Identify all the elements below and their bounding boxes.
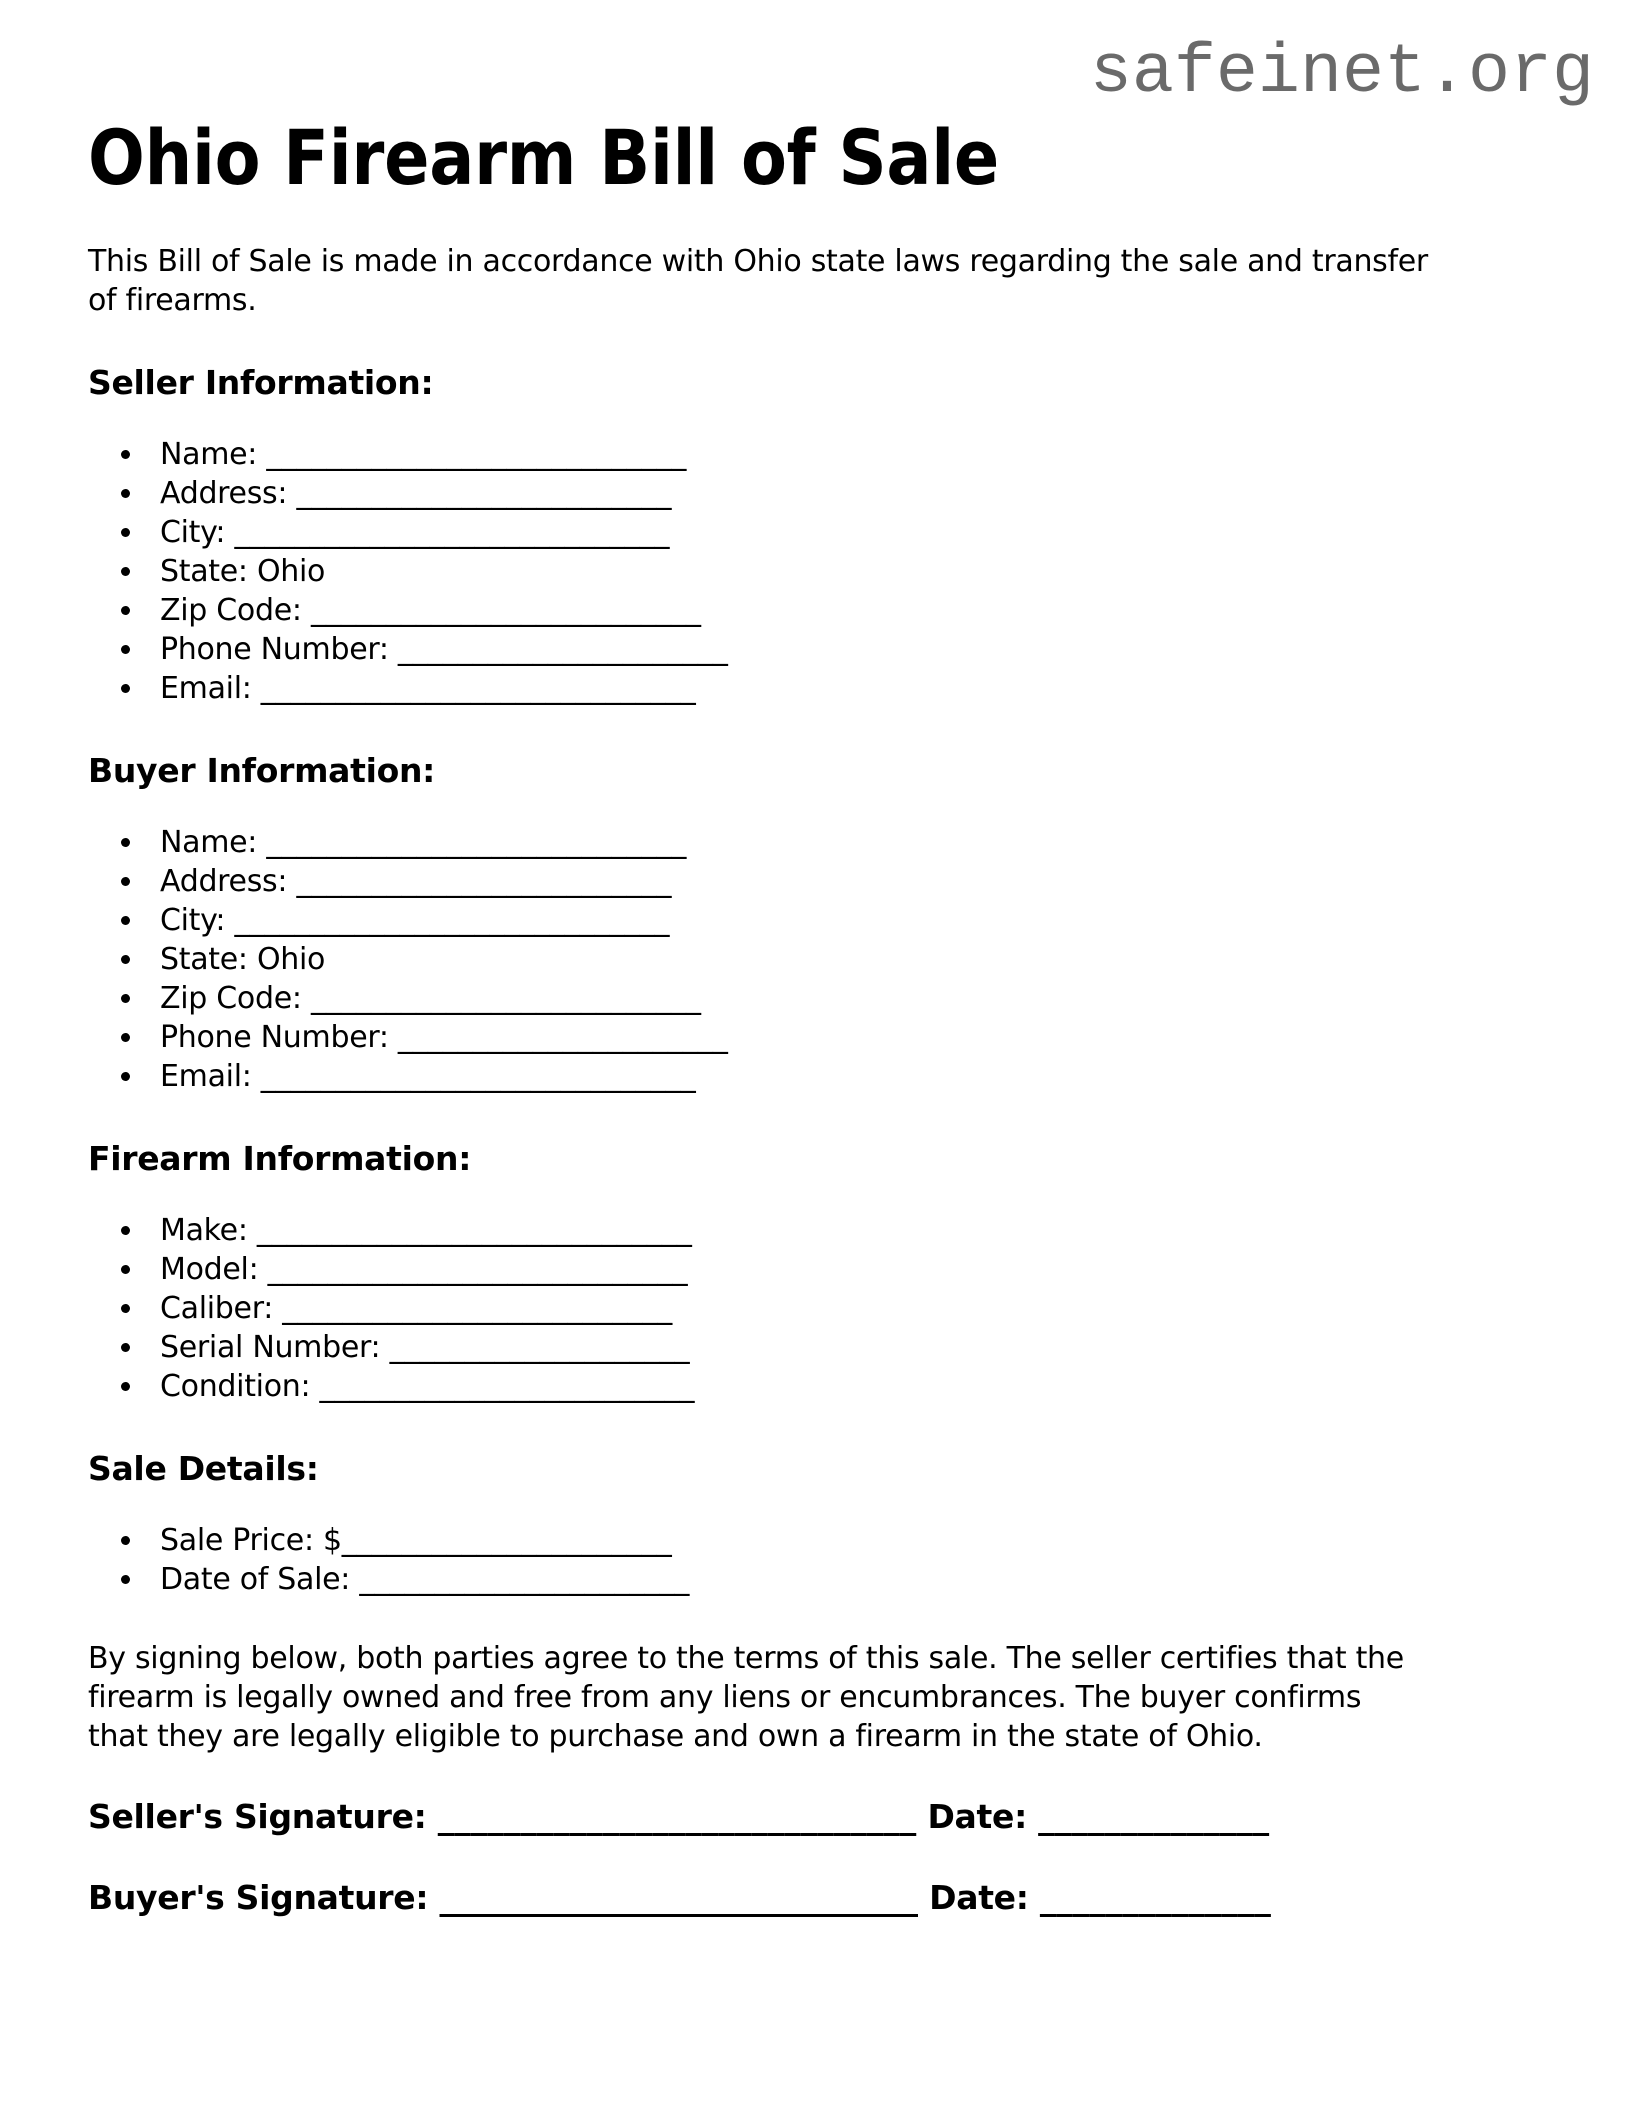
agreement-line: firearm is legally owned and free from any liens or encumbrances. The buyer confirms [88,1680,1362,1715]
buyer-field-list [88,823,1594,1096]
seller-field-list [88,435,1594,708]
field-label: Name: [160,437,258,472]
blank-line: _________________________ [296,476,672,511]
field-row-firearm-model [146,1250,1594,1289]
section-heading-sale-details: Sale Details: [88,1449,319,1488]
field-label: Sale Price: $ [160,1523,342,1558]
buyer-signature-label: Buyer's Signature: [88,1878,429,1917]
field-label: Address: [160,476,288,511]
watermark-site-name: safeinet.org [1089,34,1594,113]
agreement-paragraph [88,1639,1594,1756]
blank-line: ______________________ [359,1562,690,1597]
field-row-seller-city [146,513,1594,552]
field-row-firearm-make [146,1211,1594,1250]
field-row-seller-address [146,474,1594,513]
field-label: Name: [160,825,258,860]
buyer-date-label: Date: [929,1878,1029,1917]
blank-line: _____________________________ [256,1213,692,1248]
blank-line: _____________________________ [260,1059,696,1094]
field-row-firearm-condition [146,1367,1594,1406]
field-row-buyer-zip [146,979,1594,1018]
agreement-line: By signing below, both parties agree to the terms of this sale. The seller certifies that the [88,1641,1404,1676]
field-row-firearm-caliber [146,1289,1594,1328]
buyer-signature-blank-line: _____________________________ [439,1878,918,1917]
blank-line: _____________________________ [260,671,696,706]
blank-line: ____________________ [389,1330,690,1365]
field-row-seller-email [146,669,1594,708]
field-label: Model: [160,1252,259,1287]
field-row-sale-price [146,1521,1594,1560]
field-label: Serial Number: [160,1330,381,1365]
section-heading-seller: Seller Information: [88,363,434,402]
field-label: Date of Sale: [160,1562,351,1597]
field-row-firearm-serial [146,1328,1594,1367]
firearm-field-list [88,1211,1594,1406]
blank-line: ____________________________ [266,825,687,860]
blank-line: ______________________ [397,632,728,667]
section-heading-buyer: Buyer Information: [88,751,436,790]
intro-paragraph [88,242,1594,320]
blank-line: ______________________ [397,1020,728,1055]
buyer-signature-row [88,1877,1594,1918]
seller-signature-row [88,1796,1594,1837]
field-row-buyer-email [146,1057,1594,1096]
field-label: Phone Number: [160,632,389,667]
seller-date-label: Date: [927,1797,1027,1836]
field-label: Address: [160,864,288,899]
intro-line: of firearms. [88,283,257,318]
field-row-seller-phone [146,630,1594,669]
field-label: State: Ohio [160,554,326,589]
agreement-line: that they are legally eligible to purchase and own a firearm in the state of Ohio. [88,1719,1263,1754]
field-label: City: [160,903,226,938]
field-label: State: Ohio [160,942,326,977]
section-heading-firearm: Firearm Information: [88,1139,472,1178]
seller-signature-label: Seller's Signature: [88,1797,427,1836]
blank-line: ____________________________ [267,1252,688,1287]
buyer-date-blank-line: ______________ [1039,1878,1271,1917]
field-row-buyer-address [146,862,1594,901]
page-title: Ohio Firearm Bill of Sale [88,113,1000,202]
seller-signature-blank-line: _____________________________ [437,1797,917,1836]
field-row-date-of-sale [146,1560,1594,1599]
field-label: Email: [160,1059,252,1094]
field-row-seller-state [146,552,1594,591]
blank-line: __________________________ [310,981,701,1016]
field-label: Caliber: [160,1291,274,1326]
field-row-seller-zip [146,591,1594,630]
field-row-buyer-city [146,901,1594,940]
field-row-buyer-phone [146,1018,1594,1057]
blank-line: ____________________________ [266,437,687,472]
seller-date-blank-line: ______________ [1038,1797,1270,1836]
blank-line: _____________________________ [234,515,670,550]
field-row-buyer-state [146,940,1594,979]
blank-line: _________________________ [319,1369,695,1404]
field-label: Zip Code: [160,981,302,1016]
field-label: Email: [160,671,252,706]
sale-details-field-list [88,1521,1594,1599]
blank-line: ______________________ [341,1523,672,1558]
field-label: City: [160,515,226,550]
field-label: Zip Code: [160,593,302,628]
field-label: Make: [160,1213,248,1248]
blank-line: _____________________________ [234,903,670,938]
field-label: Phone Number: [160,1020,389,1055]
field-row-buyer-name [146,823,1594,862]
blank-line: _________________________ [296,864,672,899]
field-label: Condition: [160,1369,311,1404]
blank-line: __________________________ [282,1291,673,1326]
blank-line: __________________________ [310,593,701,628]
field-row-seller-name [146,435,1594,474]
intro-line: This Bill of Sale is made in accordance with Ohio state laws regarding the sale and transfer [88,244,1428,279]
